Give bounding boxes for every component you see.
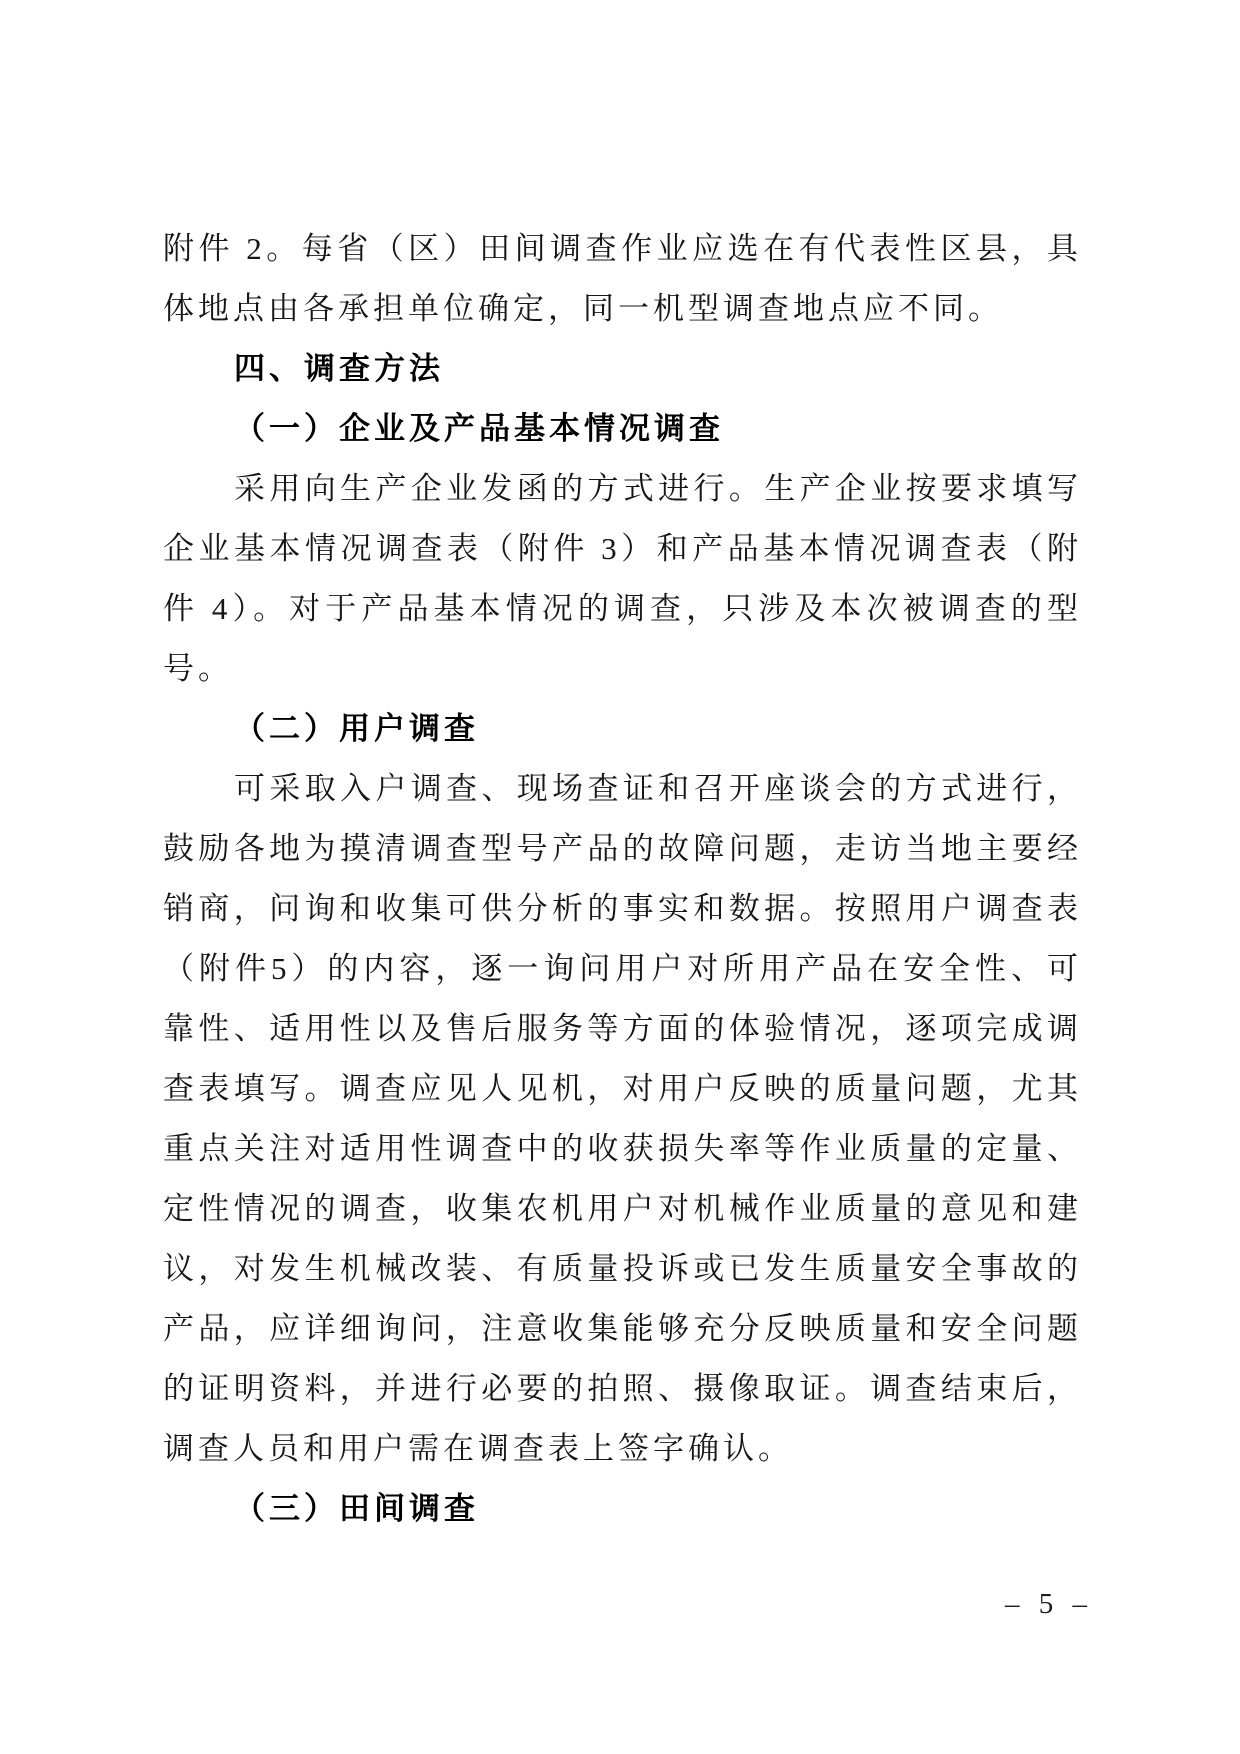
subsection-heading-two: （二）用户调查 [234, 711, 479, 746]
paragraph-continuation: 附件 2。每省（区）田间调查作业应选在有代表性区县，具体地点由各承担单位确定，同一机型调查地点应不同。 [163, 231, 1082, 326]
document-body [163, 219, 1082, 1539]
subsection-heading-three: （三）田间调查 [234, 1491, 479, 1526]
paragraph-user-survey: 可采取入户调查、现场查证和召开座谈会的方式进行，鼓励各地为摸清调查型号产品的故障问题，走访当地主要经销商，问询和收集可供分析的事实和数据。按照用户调查表（附件5）的内容，逐一询问用户对所用产品在安全性、可靠性、适用性以及售后服务等方面的体验情况，逐项完成调查表填写。调查应见人见机，对用户反映的质量问题，尤其重点关注对适用性调查中的收获损失率等作业质量的定量、定性情况的调查，收集农机用户对机械作业质量的意见和建议，对发生机械改装、有质量投诉或已发生质量安全事故的产品，应详细询问，注意收集能够充分反映质量和安全问题的证明资料，并进行必要的拍照、摄像取证。调查结束后，调查人员和用户需在调查表上签字确认。 [163, 771, 1082, 1466]
section-heading-four: 四、调查方法 [234, 351, 444, 386]
paragraph-enterprise-survey: 采用向生产企业发函的方式进行。生产企业按要求填写企业基本情况调查表（附件 3）和产品基本情况调查表（附件 4）。对于产品基本情况的调查，只涉及本次被调查的型号。 [163, 471, 1082, 686]
subsection-heading-one: （一）企业及产品基本情况调查 [234, 411, 724, 446]
page-number: – 5 – [1005, 1588, 1093, 1620]
